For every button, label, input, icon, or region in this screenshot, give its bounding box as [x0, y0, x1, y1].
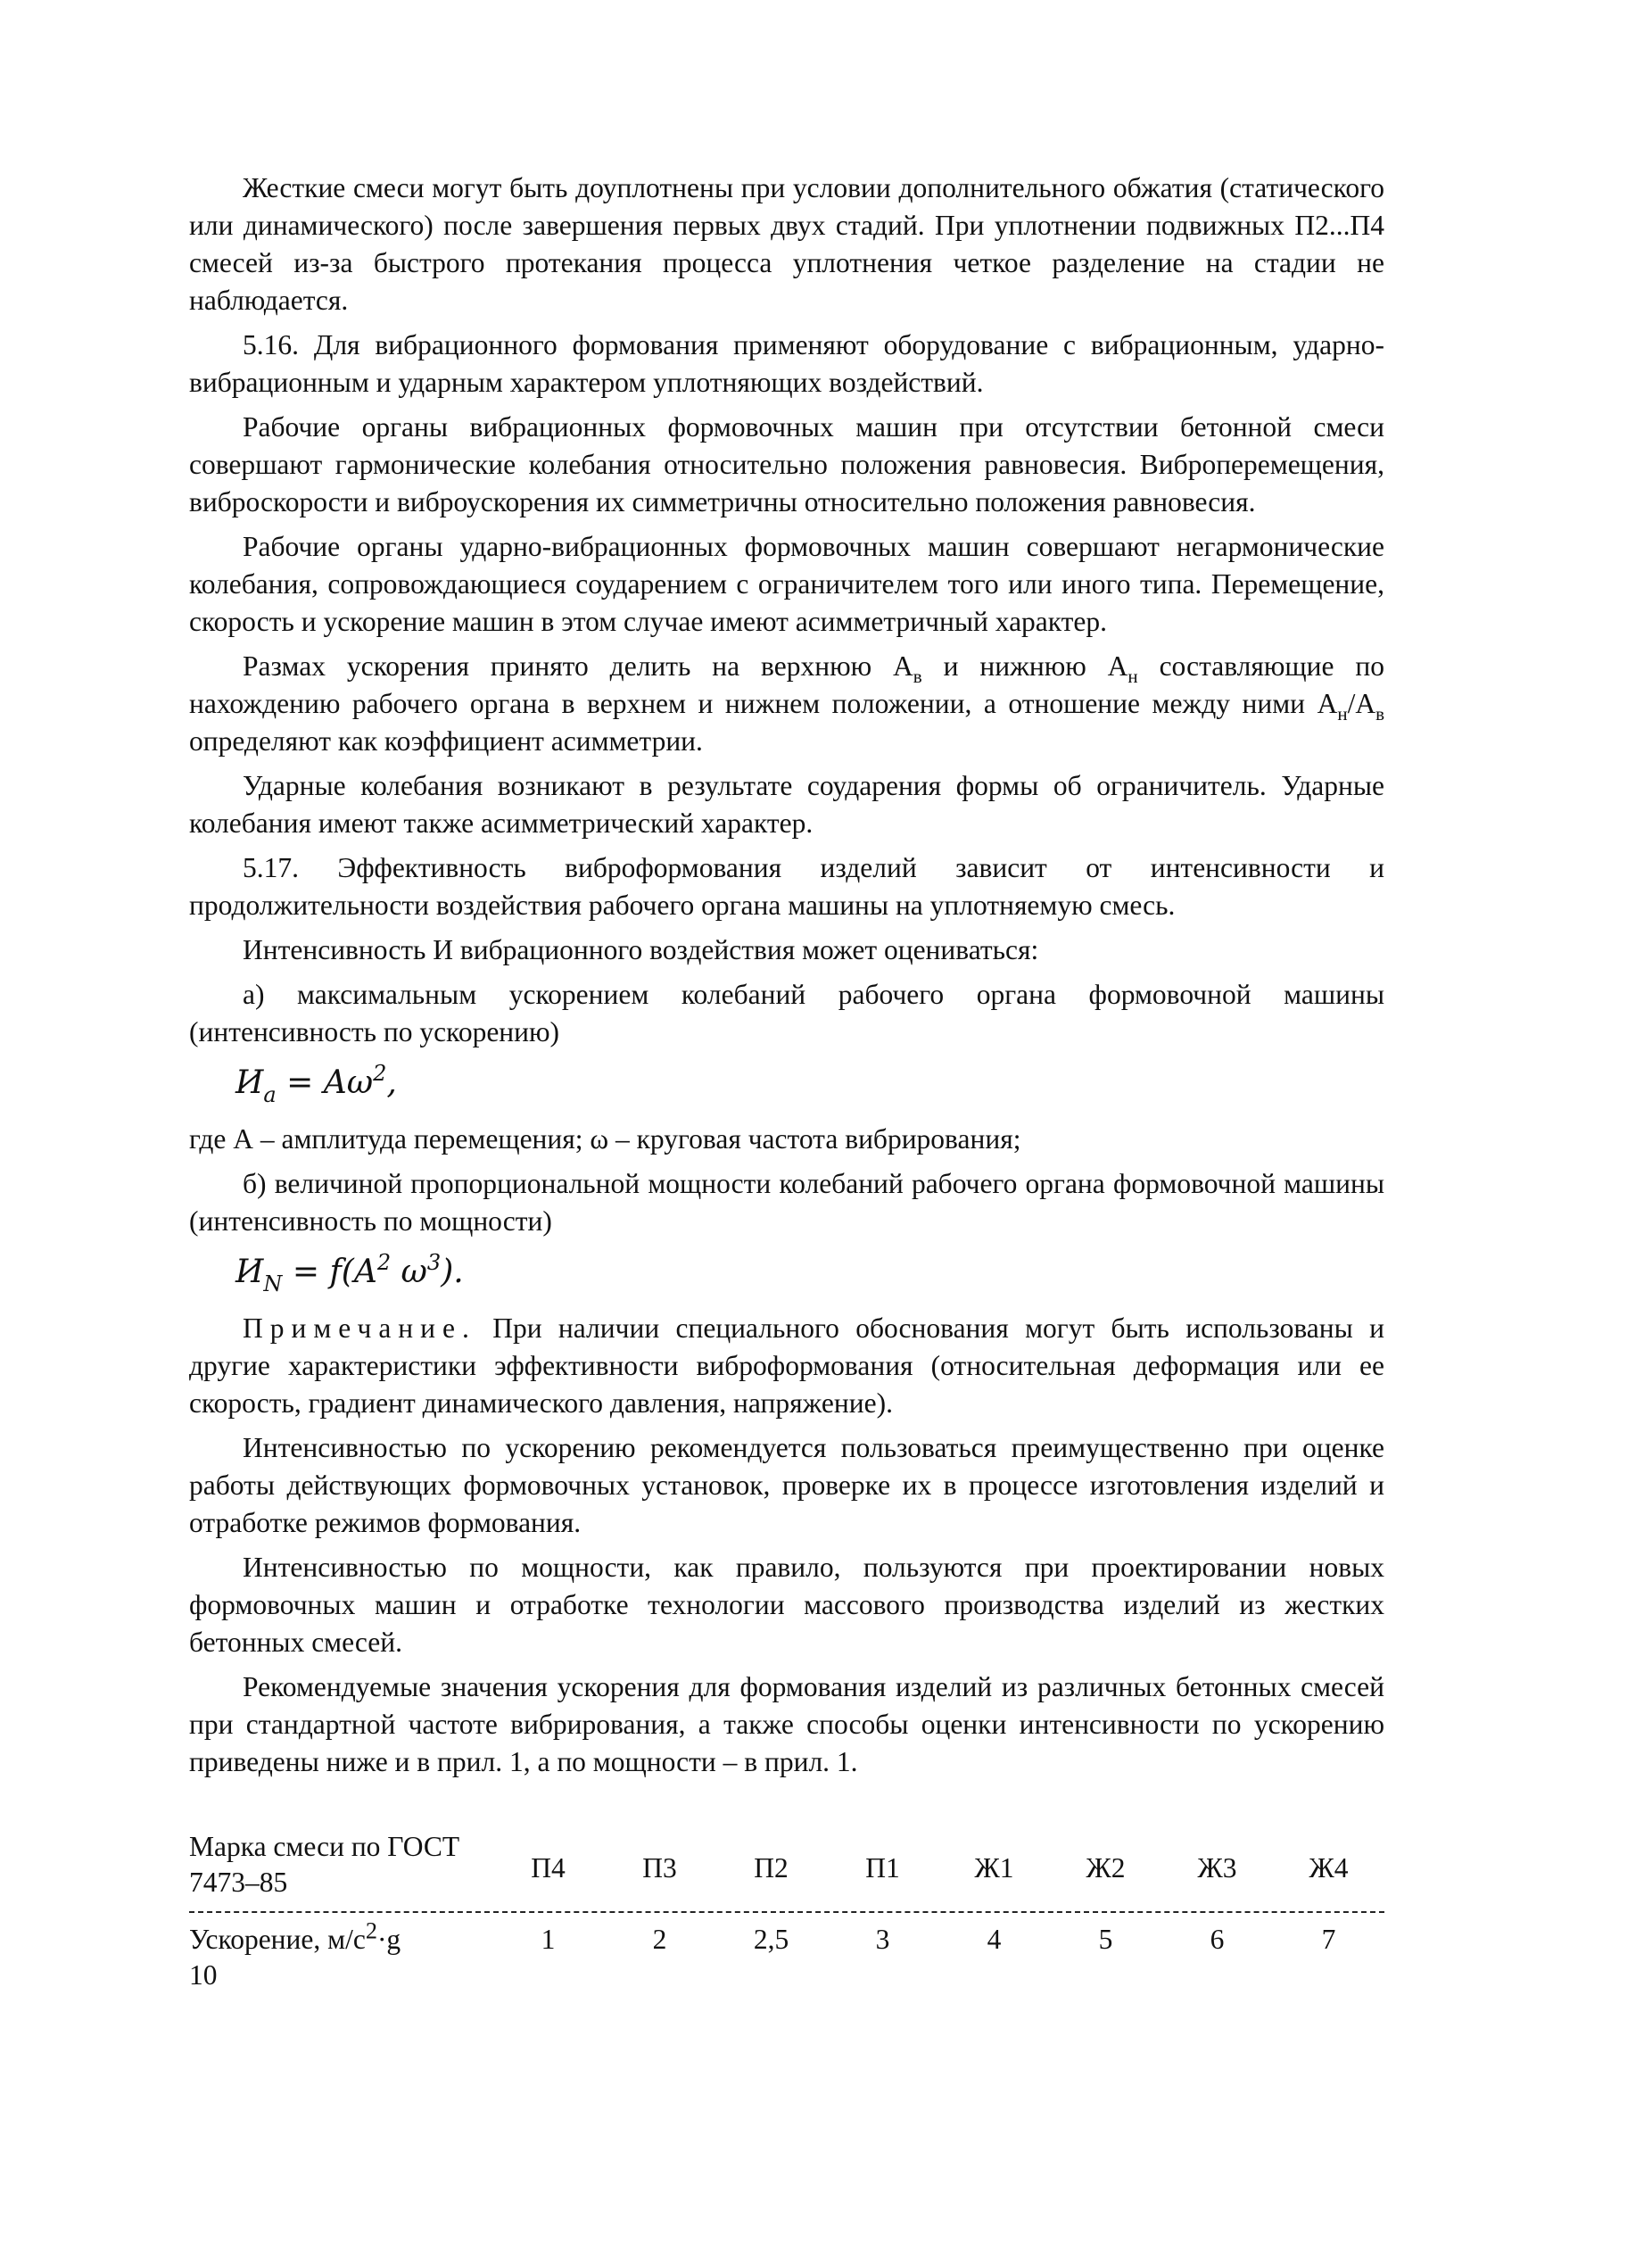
paragraph: Интенсивностью по мощности, как правило, пользуются при проектировании новых формовочных машин и отработке технологии массового производства изделий из жестких бетонных смесей. [189, 1552, 1384, 1658]
paragraph-asymmetry: Размах ускорения принято делить на верхнюю $А_в$ и нижнюю $А_н$ составляющие по нахождению рабочего органа в верхнем и нижнем положении, а отношение между ними $А_н/А_в$ определяют как коэффициент асимметрии. [189, 650, 1385, 757]
value-cell: 4 [987, 1924, 1002, 1955]
paragraph: Жесткие смеси могут быть доуплотнены при условии дополнительного обжатия (статического или динамического) после завершения первых двух стадий. При уплотнении подвижных П2...П4 смесей из-за быстрого протекания процесса уплотнения четкое разделение на стадии не наблюдается. [189, 172, 1384, 316]
table-divider [189, 1911, 1384, 1913]
value-cell: 3 [875, 1924, 890, 1955]
paragraph: Интенсивностью по ускорению рекомендуется пользоваться преимущественно при оценке работы действующих формовочных установок, проверке их в процессе изготовления изделий и отработке режимов формования. [189, 1432, 1384, 1538]
grade-cell: Ж1 [974, 1852, 1014, 1884]
paragraph: Ударные колебания возникают в результате соударения формы об ограничитель. Ударные колебания имеют также асимметрический характер. [189, 770, 1384, 839]
grade-cell: П2 [754, 1852, 789, 1884]
body-text [189, 170, 1384, 1788]
value-cell: 2 [652, 1924, 667, 1955]
paragraph: Рабочие органы вибрационных формовочных машин при отсутствии бетонной смеси совершают гармонические колебания относительно положения равновесия. Виброперемещения, виброскорости и виброускорения их симметричны относительно положения равновесия. [189, 411, 1384, 517]
acceleration-table [189, 1829, 1384, 1993]
paragraph: Интенсивность И вибрационного воздействия может оцениваться: [243, 934, 1039, 965]
section-5-17: 5.17. Эффективность виброформования изделий зависит от интенсивности и продолжительности воздействия рабочего органа машины на уплотняемую смесь. [189, 852, 1384, 921]
table-header-row [189, 1829, 1384, 1900]
note: Примечание. При наличии специального обоснования могут быть использованы и другие характеристики эффективности виброформования (относительная деформация или ее скорость, градиент динамического давления, напряжение). [189, 1312, 1384, 1419]
grade-cell: П4 [531, 1852, 566, 1884]
paragraph: Рабочие органы ударно-вибрационных формовочных машин совершают негармонические колебания, сопровождающиеся соударением с ограничителем того или иного типа. Перемещение, скорость и ускорение машин в этом случае имеют асимметричный характер. [189, 531, 1384, 637]
paragraph: Рекомендуемые значения ускорения для формования изделий из различных бетонных смесей при стандартной частоте вибрирования, а также способы оценки интенсивности по ускорению приведены ниже и в прил. 1, а по мощности – в прил. 1. [189, 1671, 1384, 1777]
value-cell: 5 [1098, 1924, 1113, 1955]
table-row [189, 1917, 1384, 1958]
grade-cell: П3 [642, 1852, 677, 1884]
list-item-a: а) максимальным ускорением колебаний рабочего органа формовочной машины (интенсивность по ускорению) [189, 979, 1384, 1047]
table-header-label: Марка смеси по ГОСТ 7473–85 [189, 1831, 460, 1898]
section-5-16: 5.16. Для вибрационного формования применяют оборудование с вибрационным, ударно-вибрационным и ударным характером уплотняющих воздействий. [189, 329, 1384, 398]
page-number: 10 [189, 1959, 218, 1991]
grade-cell: Ж3 [1197, 1852, 1237, 1884]
grade-cell: П1 [865, 1852, 900, 1884]
row-label: Ускорение, $м/с^2\cdot g$ [189, 1917, 401, 1955]
formula-power: $И_N = f(A^2$ $\omega^3$). [235, 1250, 464, 1296]
value-cell: 1 [541, 1924, 556, 1955]
grade-cell: Ж2 [1086, 1852, 1126, 1884]
value-cell: 6 [1210, 1924, 1225, 1955]
formula-acceleration: $И_a = A\omega^2$, [235, 1061, 397, 1107]
list-item-b: б) величиной пропорциональной мощности колебаний рабочего органа формовочной машины (интенсивность по мощности) [189, 1168, 1384, 1237]
formula-legend: где А – амплитуда перемещения; ω – круговая частота вибрирования; [189, 1123, 1021, 1155]
value-cell: 2,5 [753, 1924, 789, 1955]
grade-cell: Ж4 [1309, 1852, 1349, 1884]
value-cell: 7 [1321, 1924, 1336, 1955]
